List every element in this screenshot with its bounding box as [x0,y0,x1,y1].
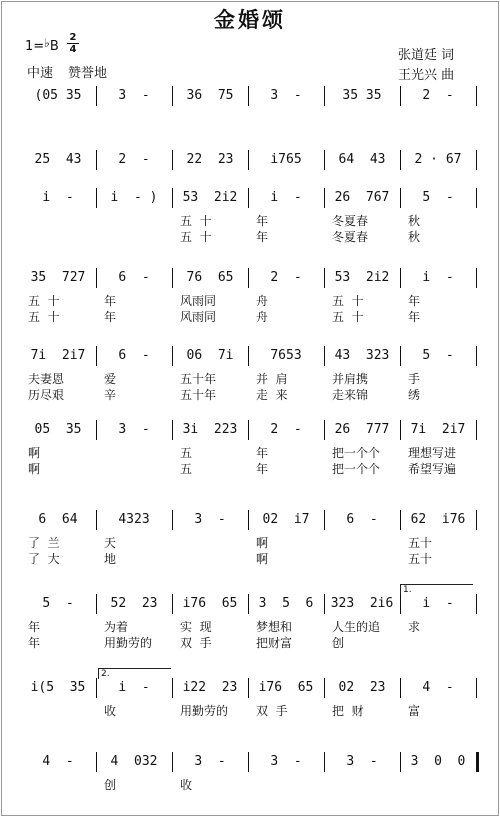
barline [248,86,249,106]
barline [96,678,97,698]
barline [172,86,173,106]
lyric-syllables: 把一个个 [332,446,381,460]
barline [248,594,249,614]
lyric-syllables: 走来锦 [332,388,369,402]
measure-notes: 3 - [194,512,226,527]
measure-notes: 7653 [270,348,302,363]
barline [248,346,249,366]
lyric-syllables: 啊 [28,446,41,460]
lyric-syllables: 年 [256,214,269,228]
score-system [0,346,500,426]
measure-notes: 64 43 [338,152,386,167]
score-system [0,420,500,500]
measure-notes: 3i 223 [182,422,238,437]
measure-notes: i765 [270,152,302,167]
measure-notes: 43 323 [334,348,390,363]
barline [172,268,173,288]
key-note: B [49,39,59,54]
barline [476,752,479,772]
barline [400,346,401,366]
score-system [0,510,500,590]
barline [96,510,97,530]
barline [96,86,97,106]
lyric-syllables: 梦想和 [256,620,293,634]
measure-notes: 25 43 [34,152,82,167]
barline [248,188,249,208]
time-signature [67,32,79,55]
lyric-syllables: 历尽艰 [28,388,65,402]
lyric-syllables: 年 [408,310,421,324]
measure-notes: 26 777 [334,422,390,437]
score-system [0,752,500,832]
barline [324,346,325,366]
barline [248,510,249,530]
measure-notes: 26 767 [334,190,390,205]
barline [324,510,325,530]
barline [172,678,173,698]
measure-notes: 53 2i2 [334,270,390,285]
lyric-syllables: 把财富 [256,636,293,650]
lyric-syllables: 五 [180,462,193,476]
lyric-syllables: 年 [408,294,421,308]
lyric-syllables: 双 手 [256,704,288,718]
tempo: 中速 [27,66,54,81]
lyric-syllables: 理想写进 [408,446,457,460]
measure-notes: 3 0 0 [410,754,466,769]
lyric-syllables: 求 [408,620,421,634]
lyric-syllables: 五 十 [180,214,212,228]
measure-notes: i - [422,596,454,611]
time-bottom: 4 [67,43,79,55]
lyric-syllables: 啊 [28,462,41,476]
lyric-syllables: 了 大 [28,552,60,566]
barline [324,678,325,698]
measure-notes: 3 - [194,754,226,769]
lyric-syllables: 夫妻恩 [28,372,65,386]
lyric-syllables: 五十 [408,536,433,550]
barline [172,346,173,366]
measure-notes: 7i 2i7 [410,422,466,437]
expression-mark: 赞誉地 [68,66,108,81]
composer: 王光兴 曲 [398,68,455,83]
measure-notes: 2 · 67 [414,152,462,167]
measure-notes: i76 65 [182,596,238,611]
barline [248,420,249,440]
lyric-syllables: 收 [180,778,193,792]
barline [476,86,477,106]
lyric-syllables: 希望写遍 [408,462,457,476]
lyric-syllables: 年 [28,636,41,650]
score-system [0,678,500,758]
measure-notes: 06 7i [186,348,234,363]
score-system [0,268,500,348]
key-signature [25,36,59,54]
lyric-syllables: 把一个个 [332,462,381,476]
lyric-syllables: 秋 [408,214,421,228]
lyric-syllables: 为着 [104,620,129,634]
barline [324,86,325,106]
barline [476,594,477,614]
lyric-syllables: 把 财 [332,704,364,718]
lyric-syllables: 五 [180,446,193,460]
lyric-syllables: 五十年 [180,372,217,386]
barline [400,150,401,170]
measure-notes: 3 - [346,754,378,769]
measure-notes: 22 23 [186,152,234,167]
barline [476,510,477,530]
lyric-syllables: 年 [28,620,41,634]
measure-notes: 6 - [118,348,150,363]
measure-notes: 3 - [118,422,150,437]
lyric-syllables: 五 十 [332,310,364,324]
score-system [0,188,500,268]
measure-notes: 2 - [422,88,454,103]
measure-notes: 3 - [270,88,302,103]
barline [324,150,325,170]
lyric-syllables: 啊 [256,552,269,566]
barline [96,268,97,288]
measure-notes: 323 2i6 [330,596,394,611]
lyric-syllables: 爱 [104,372,117,386]
barline [172,510,173,530]
lyric-syllables: 风雨同 [180,310,217,324]
measure-notes: 3 - [118,88,150,103]
lyric-syllables: 五 十 [28,310,60,324]
lyric-syllables: 五 十 [180,230,212,244]
measure-notes: i - [42,190,74,205]
lyric-syllables: 年 [256,230,269,244]
barline [172,150,173,170]
barline [324,188,325,208]
barline [96,150,97,170]
lyric-syllables: 舟 [256,294,269,308]
lyric-syllables: 天 [104,536,117,550]
barline [172,188,173,208]
barline [400,86,401,106]
measure-notes: 35 727 [30,270,86,285]
lyric-syllables: 创 [332,636,345,650]
volta-1: 1. [400,584,473,595]
lyric-syllables: 用勤劳的 [104,636,153,650]
lyric-syllables: 用勤劳的 [180,704,229,718]
measure-notes: 35 35 [342,88,382,103]
measure-notes: i(5 35 [30,680,86,695]
measure-notes: 5 - [42,596,74,611]
key-prefix: 1= [25,39,45,54]
measure-notes: 3 5 6 [258,596,314,611]
lyric-syllables: 年 [256,446,269,460]
barline [172,752,173,772]
barline [248,678,249,698]
lyric-syllables: 双 手 [180,636,212,650]
barline [476,188,477,208]
lyric-syllables: 秋 [408,230,421,244]
barline [96,752,97,772]
lyricist: 张道廷 词 [398,48,455,63]
measure-notes: 5 - [422,190,454,205]
measure-notes: i22 23 [182,680,238,695]
measure-notes: 7i 2i7 [30,348,86,363]
barline [96,188,97,208]
lyric-syllables: 五十 [408,552,433,566]
barline [476,420,477,440]
measure-notes: 2 - [118,152,150,167]
measure-notes: 52 23 [110,596,158,611]
measure-notes: 5 - [422,348,454,363]
lyric-syllables: 绣 [408,388,421,402]
volta-2: 2. [98,668,171,679]
score-system [0,594,500,674]
barline [248,752,249,772]
lyric-syllables: 实 现 [180,620,212,634]
lyric-syllables: 年 [256,462,269,476]
barline [476,268,477,288]
barline [248,150,249,170]
barline [324,268,325,288]
lyric-syllables: 创 [104,778,117,792]
lyric-syllables: 年 [104,294,117,308]
barline [400,268,401,288]
lyric-syllables: 并 肩 [256,372,288,386]
barline [172,420,173,440]
lyric-syllables: 五十年 [180,388,217,402]
lyric-syllables: 了 兰 [28,536,60,550]
measure-notes: 2 - [270,422,302,437]
barline [400,188,401,208]
lyric-syllables: 并肩携 [332,372,369,386]
lyric-syllables: 风雨同 [180,294,217,308]
barline [96,594,97,614]
measure-notes: 36 75 [186,88,234,103]
measure-notes: 62 i76 [410,512,466,527]
measure-notes: i - [118,680,150,695]
lyric-syllables: 啊 [256,536,269,550]
barline [400,678,401,698]
time-top: 2 [69,32,77,43]
lyric-syllables: 收 [104,704,117,718]
measure-notes: i76 65 [258,680,314,695]
barline [172,594,173,614]
barline [400,752,401,772]
song-title: 金婚颂 [214,8,286,32]
measure-notes: 4 032 [110,754,158,769]
lyric-syllables: 地 [104,552,117,566]
flat-sign: ♭ [44,36,50,50]
lyric-syllables: 人生的追 [332,620,381,634]
lyric-syllables: 舟 [256,310,269,324]
barline [248,268,249,288]
measure-notes: 53 2i2 [182,190,238,205]
measure-notes: 6 64 [38,512,78,527]
measure-notes: 2 - [270,270,302,285]
lyric-syllables: 富 [408,704,421,718]
barline [96,346,97,366]
measure-notes: 4 - [42,754,74,769]
barline [96,420,97,440]
measure-notes: i - ) [110,190,158,205]
measure-notes: 6 - [346,512,378,527]
lyric-syllables: 辛 [104,388,117,402]
measure-notes: 05 35 [34,422,82,437]
measure-notes: i - [422,270,454,285]
measure-notes: 02 i7 [262,512,310,527]
measure-notes: 4323 [118,512,150,527]
lyric-syllables: 冬夏春 [332,214,369,228]
barline [400,594,401,614]
measure-notes: 6 - [118,270,150,285]
measure-notes: 76 65 [186,270,234,285]
lyric-syllables: 五 十 [28,294,60,308]
barline [476,150,477,170]
lyric-syllables: 走 来 [256,388,288,402]
barline [324,752,325,772]
barline [324,420,325,440]
barline [476,346,477,366]
measure-notes: (05 35 [34,88,82,103]
lyric-syllables: 手 [408,372,421,386]
barline [400,420,401,440]
lyric-syllables: 冬夏春 [332,230,369,244]
measure-notes: i - [270,190,302,205]
barline [324,594,325,614]
measure-notes: 02 23 [338,680,386,695]
lyric-syllables: 年 [104,310,117,324]
lyric-syllables: 五 十 [332,294,364,308]
barline [476,678,477,698]
measure-notes: 3 - [270,754,302,769]
barline [400,510,401,530]
measure-notes: 4 - [422,680,454,695]
